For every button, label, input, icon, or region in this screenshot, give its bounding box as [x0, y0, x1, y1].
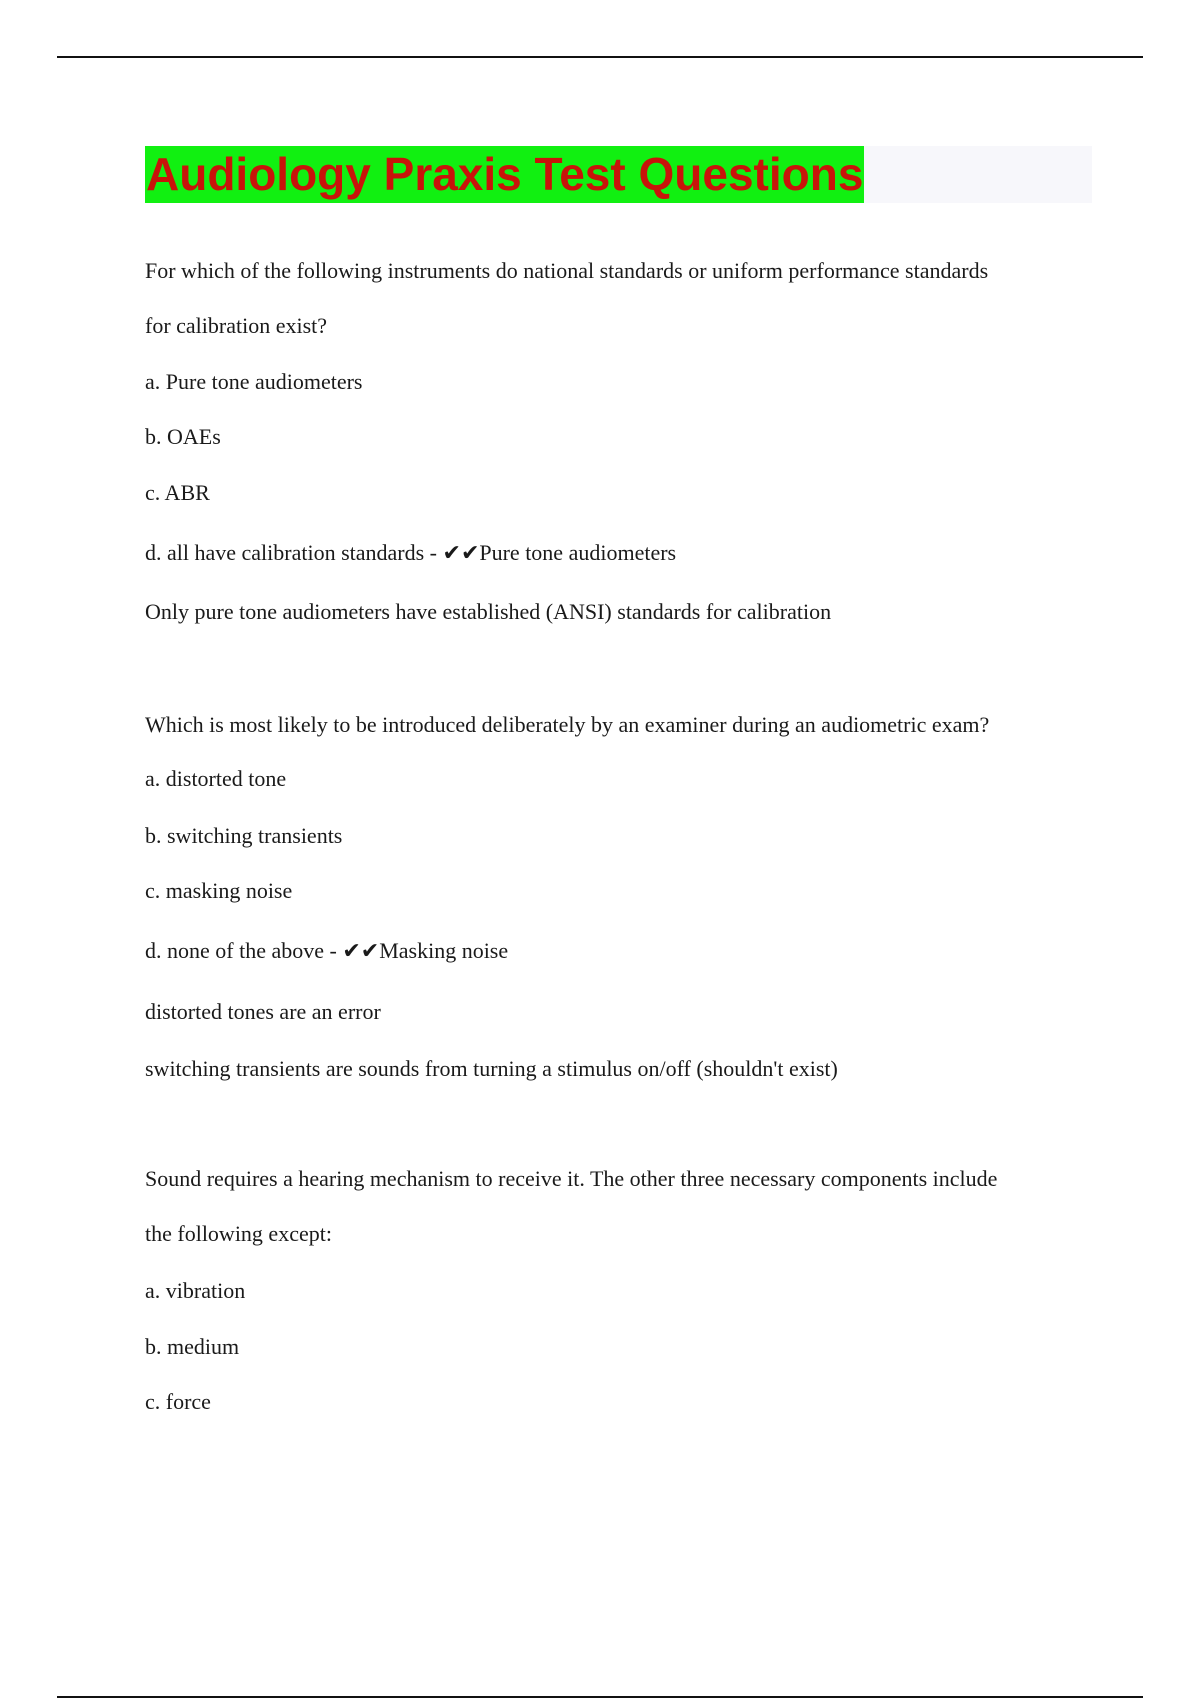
question-2-stem: Which is most likely to be introduced deliberately by an examiner during an audiometric exam?	[145, 712, 990, 737]
question-1-option-a: a. Pure tone audiometers	[145, 369, 363, 394]
question-1-option-c: c. ABR	[145, 480, 210, 505]
question-2-explanation-2: switching transients are sounds from turning a stimulus on/off (shouldn't exist)	[145, 1056, 838, 1081]
question-3-stem-line-1: Sound requires a hearing mechanism to receive it. The other three necessary components include	[145, 1166, 998, 1191]
question-3-option-c: c. force	[145, 1389, 211, 1414]
question-1-stem-line-2: for calibration exist?	[145, 313, 328, 338]
question-2-option-d-answer: d. none of the above - ✔✔Masking noise	[145, 938, 509, 963]
question-1-option-d-answer: d. all have calibration standards - ✔✔Pure tone audiometers	[145, 540, 677, 565]
question-1-option-b: b. OAEs	[145, 424, 221, 449]
question-3-option-b: b. medium	[145, 1334, 240, 1359]
question-2-option-b: b. switching transients	[145, 823, 343, 848]
question-1-explanation: Only pure tone audiometers have established (ANSI) standards for calibration	[145, 599, 832, 624]
question-3-option-a: a. vibration	[145, 1278, 246, 1303]
footer-rule	[57, 1696, 1143, 1698]
question-1-stem-line-1: For which of the following instruments do national standards or uniform performance standards	[145, 258, 989, 283]
header-rule	[57, 56, 1143, 58]
question-2-option-a: a. distorted tone	[145, 766, 287, 791]
page-title: Audiology Praxis Test Questions	[145, 146, 864, 203]
question-3-stem-line-2: the following except:	[145, 1221, 332, 1246]
question-2-explanation-1: distorted tones are an error	[145, 999, 381, 1024]
question-2-option-c: c. masking noise	[145, 878, 293, 903]
